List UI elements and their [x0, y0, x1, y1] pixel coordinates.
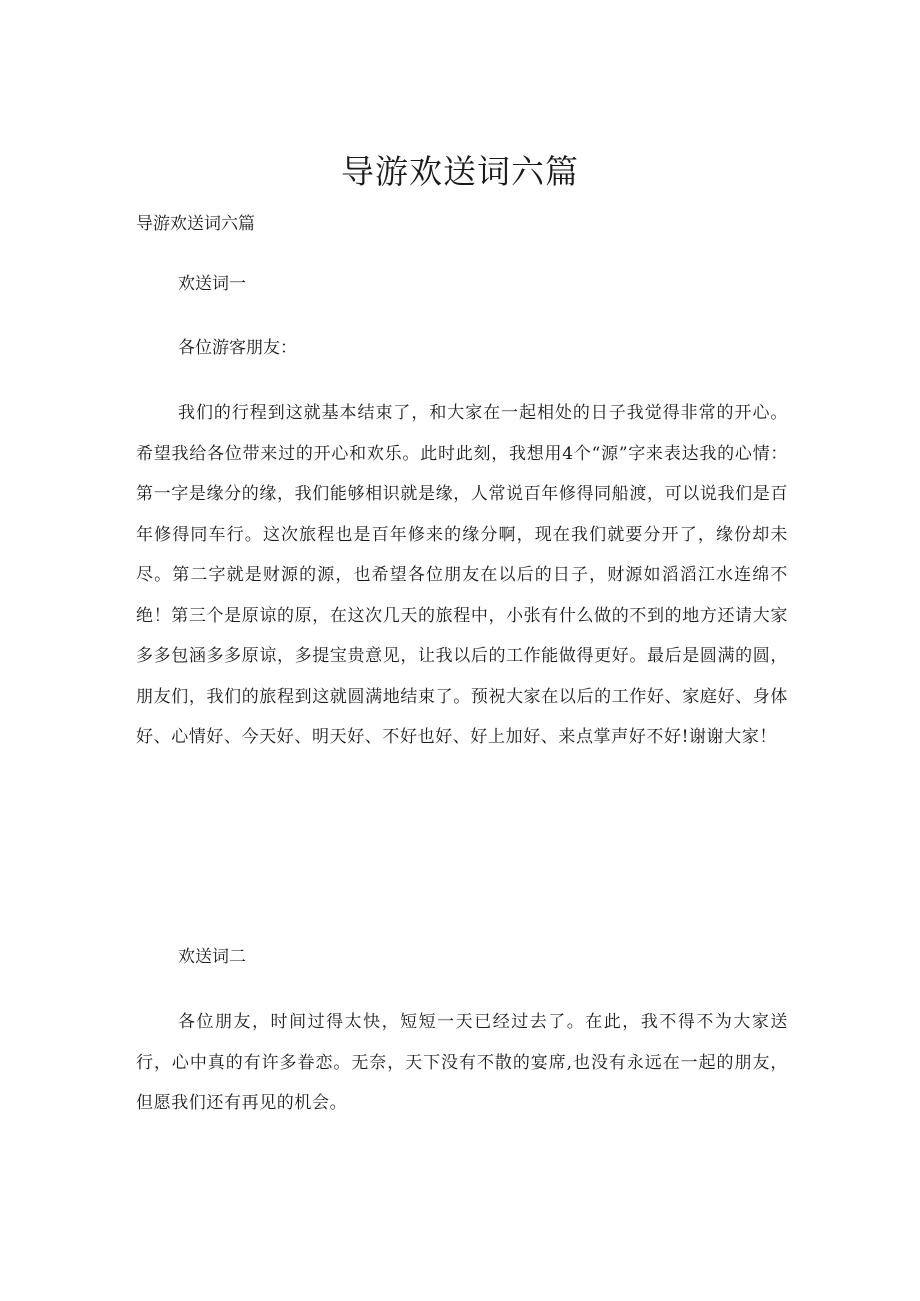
section-heading-2: 欢送词二 — [178, 947, 246, 967]
greeting-line: 各位游客朋友： — [178, 338, 297, 358]
document-subtitle: 导游欢送词六篇 — [136, 214, 255, 234]
body-paragraph-1: 我们的行程到这就基本结束了，和大家在一起相处的日子我觉得非常的开心。希望我给各位带来过的开心和欢乐。此时此刻，我想用4个“源”字来表达我的心情：第一字是缘分的缘，我们能够相识就是缘，人常说百年修得同船渡，可以说我们是百年修得同车行。这次旅程也是百年修来的缘分啊，现在我们就要分开了，缘份却未尽。第二字就是财源的源，也希望各位朋友在以后的日子，财源如滔滔江水连绵不绝！第三个是原谅的原，在这次几天的旅程中，小张有什么做的不到的地方还请大家多多包涵多多原谅，多提宝贵意见，让我以后的工作能做得更好。最后是圆满的圆，朋友们，我们的旅程到这就圆满地结束了。预祝大家在以后的工作好、家庭好、身体好、心情好、今天好、明天好、不好也好、好上加好、来点掌声好不好!谢谢大家！ — [136, 403, 788, 747]
body-paragraph-2: 各位朋友，时间过得太快，短短一天已经过去了。在此，我不得不为大家送行，心中真的有许多眷恋。无奈，天下没有不散的宴席,也没有永远在一起的朋友，但愿我们还有再见的机会。 — [136, 1012, 788, 1113]
section-heading-1: 欢送词一 — [178, 274, 246, 294]
document-title: 导游欢送词六篇 — [341, 152, 579, 191]
